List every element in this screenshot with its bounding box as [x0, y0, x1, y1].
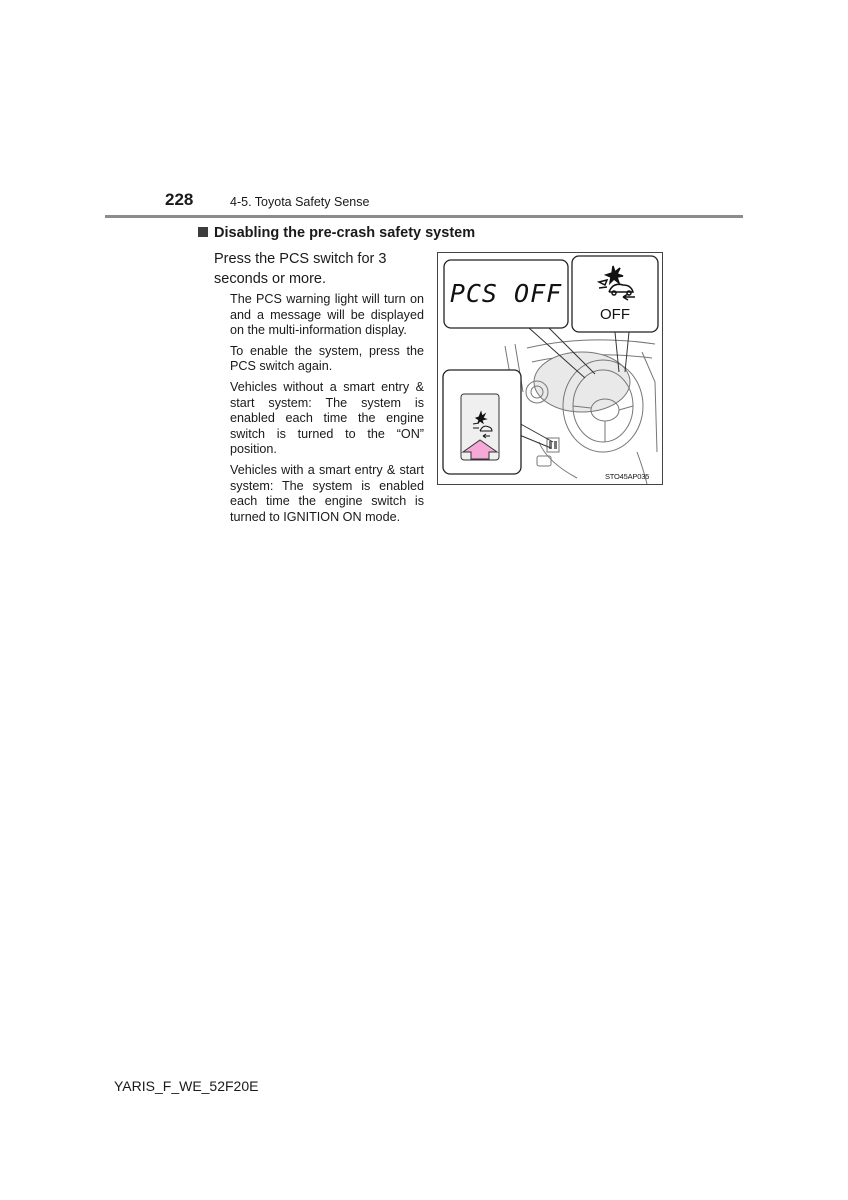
pcs-off-message: PCS OFF [449, 279, 563, 308]
header-rule [105, 215, 743, 218]
section-heading [198, 225, 475, 241]
instruction-text: Press the PCS switch for 3 seconds or more. [214, 251, 387, 287]
note-item: Vehicles with a smart entry & start system: The system is enabled each time the engine switch is turned to IGNITION ON mode. [230, 462, 424, 524]
section-title: 4-5. Toyota Safety Sense [230, 195, 370, 209]
notes-list [230, 292, 424, 530]
heading-text: Disabling the pre-crash safety system [214, 225, 476, 241]
square-bullet-icon [198, 227, 208, 237]
note-item: The PCS warning light will turn on and a message will be displayed on the multi-information display. [230, 292, 424, 338]
note-item: To enable the system, press the PCS switch again. [230, 343, 424, 374]
pcs-switch-illustration [437, 252, 663, 485]
note-item: Vehicles without a smart entry & start system: The system is enabled each time the engine switch is turned to the “ON” position. [230, 379, 424, 457]
page-number: 228 [165, 190, 194, 209]
figure-code: STO45AP035 [605, 472, 650, 481]
off-indicator-label: OFF [600, 306, 630, 323]
footer-document-id: YARIS_F_WE_52F20E [114, 1078, 259, 1094]
